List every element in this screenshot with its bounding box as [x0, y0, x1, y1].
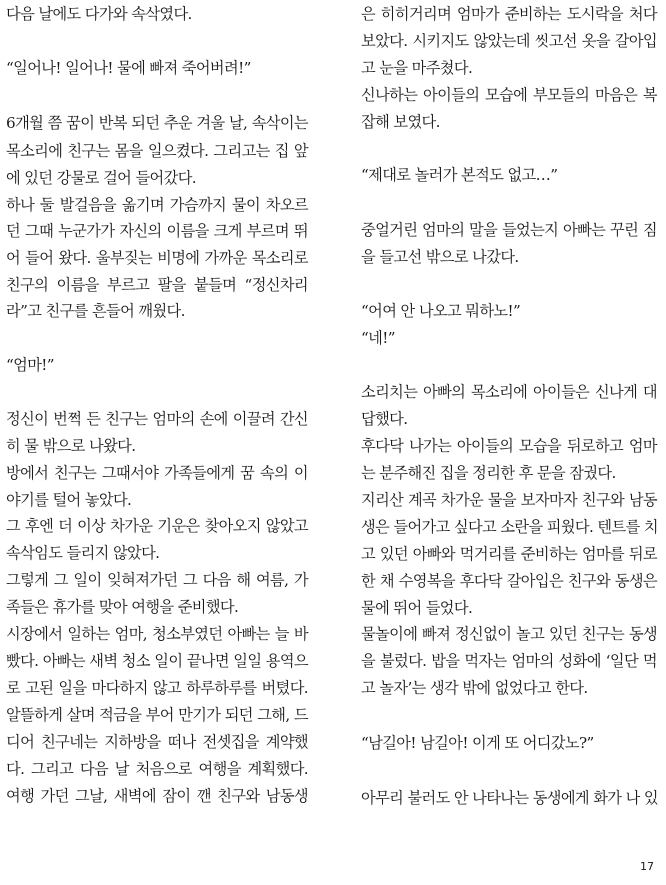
text-line: 정신이 번쩍 든 친구는 엄마의 손에 이끌려 간신 — [6, 410, 308, 428]
text-line: 하나 둘 발걸음을 옮기며 가슴까지 물이 차오르 — [6, 196, 308, 214]
text-line: 디어 친구네는 지하방을 떠나 전셋집을 계약했 — [6, 733, 308, 751]
page-number: 17 — [640, 860, 654, 873]
text-line: 답했다. — [361, 410, 408, 428]
text-line: “어여 안 나오고 뭐하노!” — [361, 302, 521, 320]
text-line: 그 후엔 더 이상 차가운 기운은 찾아오지 않았고 — [6, 517, 308, 535]
text-line: 던 그때 누군가가 자신의 이름을 크게 부르며 뛰 — [6, 222, 308, 240]
text-line: 은 히히거리며 엄마가 준비하는 도시락을 처다 — [361, 5, 657, 23]
text-line: 시장에서 일하는 엄마, 청소부였던 아빠는 늘 바 — [6, 625, 308, 643]
text-line: 한 채 수영복을 후다닥 갈아입은 친구와 동생은 — [361, 572, 657, 590]
text-line: 에 있던 강물로 걸어 들어갔다. — [6, 169, 196, 187]
text-line: 물에 뛰어 들었다. — [361, 599, 473, 617]
text-line: 속삭임도 들리지 않았다. — [6, 544, 160, 562]
text-line: 6개월 쯤 꿈이 반복 되던 추운 겨울 날, 속삭이는 — [6, 114, 308, 132]
text-line: 고 놀자’는 생각 밖에 없었다고 한다. — [361, 679, 588, 697]
text-line: “엄마!” — [6, 356, 54, 374]
text-line: 야기를 털어 놓았다. — [6, 491, 132, 509]
text-line: “남길아! 남길아! 이게 또 어디갔노?” — [361, 734, 594, 752]
text-line: 히 물 밖으로 나왔다. — [6, 437, 136, 455]
text-line: 목소리에 친구는 몸을 일으켰다. 그리고는 집 앞 — [6, 142, 308, 160]
text-line: 후다닥 나가는 아이들의 모습을 뒤로하고 엄마 — [361, 437, 657, 455]
text-line: 방에서 친구는 그때서야 가족들에게 꿈 속의 이 — [6, 464, 308, 482]
text-line: 물놀이에 빠져 정신없이 놀고 있던 친구는 동생 — [361, 625, 657, 643]
text-line: 알뜰하게 살며 적금을 부어 만기가 되던 그해, 드 — [6, 706, 308, 724]
text-line: 고 눈을 마주쳤다. — [361, 59, 473, 77]
text-line: 보았다. 시키지도 않았는데 씻고선 옷을 갈아입 — [361, 32, 657, 50]
text-line: “네!” — [361, 329, 395, 347]
text-line: 족들은 휴가를 맞아 여행을 준비했다. — [6, 598, 239, 616]
text-line: 라”고 친구를 흔들어 깨웠다. — [6, 302, 185, 320]
text-line: 친구의 이름을 부르고 팔을 붙들며 “정신차리 — [6, 276, 308, 294]
text-line: 빴다. 아빠는 새벽 청소 일이 끝나면 일일 용역으 — [6, 652, 308, 670]
text-line: 잡해 보였다. — [361, 113, 440, 131]
text-line: 소리치는 아빠의 목소리에 아이들은 신나게 대 — [361, 383, 657, 401]
text-line: 여행 가던 그날, 새벽에 잠이 깬 친구와 남동생 — [6, 787, 308, 805]
text-line: 다. 그리고 다음 날 처음으로 여행을 계획했다. — [6, 760, 308, 778]
text-line: “제대로 놀러가 본적도 없고…” — [361, 166, 558, 184]
text-line: 을 들고선 밖으로 나갔다. — [361, 248, 519, 266]
text-line: “일어나! 일어나! 물에 빠져 죽어버려!” — [6, 59, 251, 77]
text-line: 지리산 계곡 차가운 물을 보자마자 친구와 남동 — [361, 491, 657, 509]
text-line: 아무리 불러도 안 나타나는 동생에게 화가 나 있 — [361, 789, 658, 807]
text-line: 고 있던 아빠와 먹거리를 준비하는 엄마를 뒤로 — [361, 545, 657, 563]
text-line: 어 들어 왔다. 울부짖는 비명에 가까운 목소리로 — [6, 249, 308, 267]
text-line: 다음 날에도 다가와 속삭였다. — [6, 5, 192, 23]
text-line: 생은 들어가고 싶다고 소란을 피웠다. 텐트를 치 — [361, 518, 658, 536]
text-line: 로 고된 일을 마다하지 않고 하루하루를 버텼다. — [6, 679, 308, 697]
text-line: 중얼거린 엄마의 말을 들었는지 아빠는 꾸린 짐 — [361, 221, 657, 239]
text-line: 신나하는 아이들의 모습에 부모들의 마음은 복 — [361, 86, 657, 104]
text-line: 는 분주해진 집을 정리한 후 문을 잠궜다. — [361, 464, 616, 482]
text-line: 을 불렀다. 밥을 먹자는 엄마의 성화에 ‘일단 먹 — [361, 652, 657, 670]
text-line: 그렇게 그 일이 잊혀져가던 그 다음 해 여름, 가 — [6, 571, 308, 589]
